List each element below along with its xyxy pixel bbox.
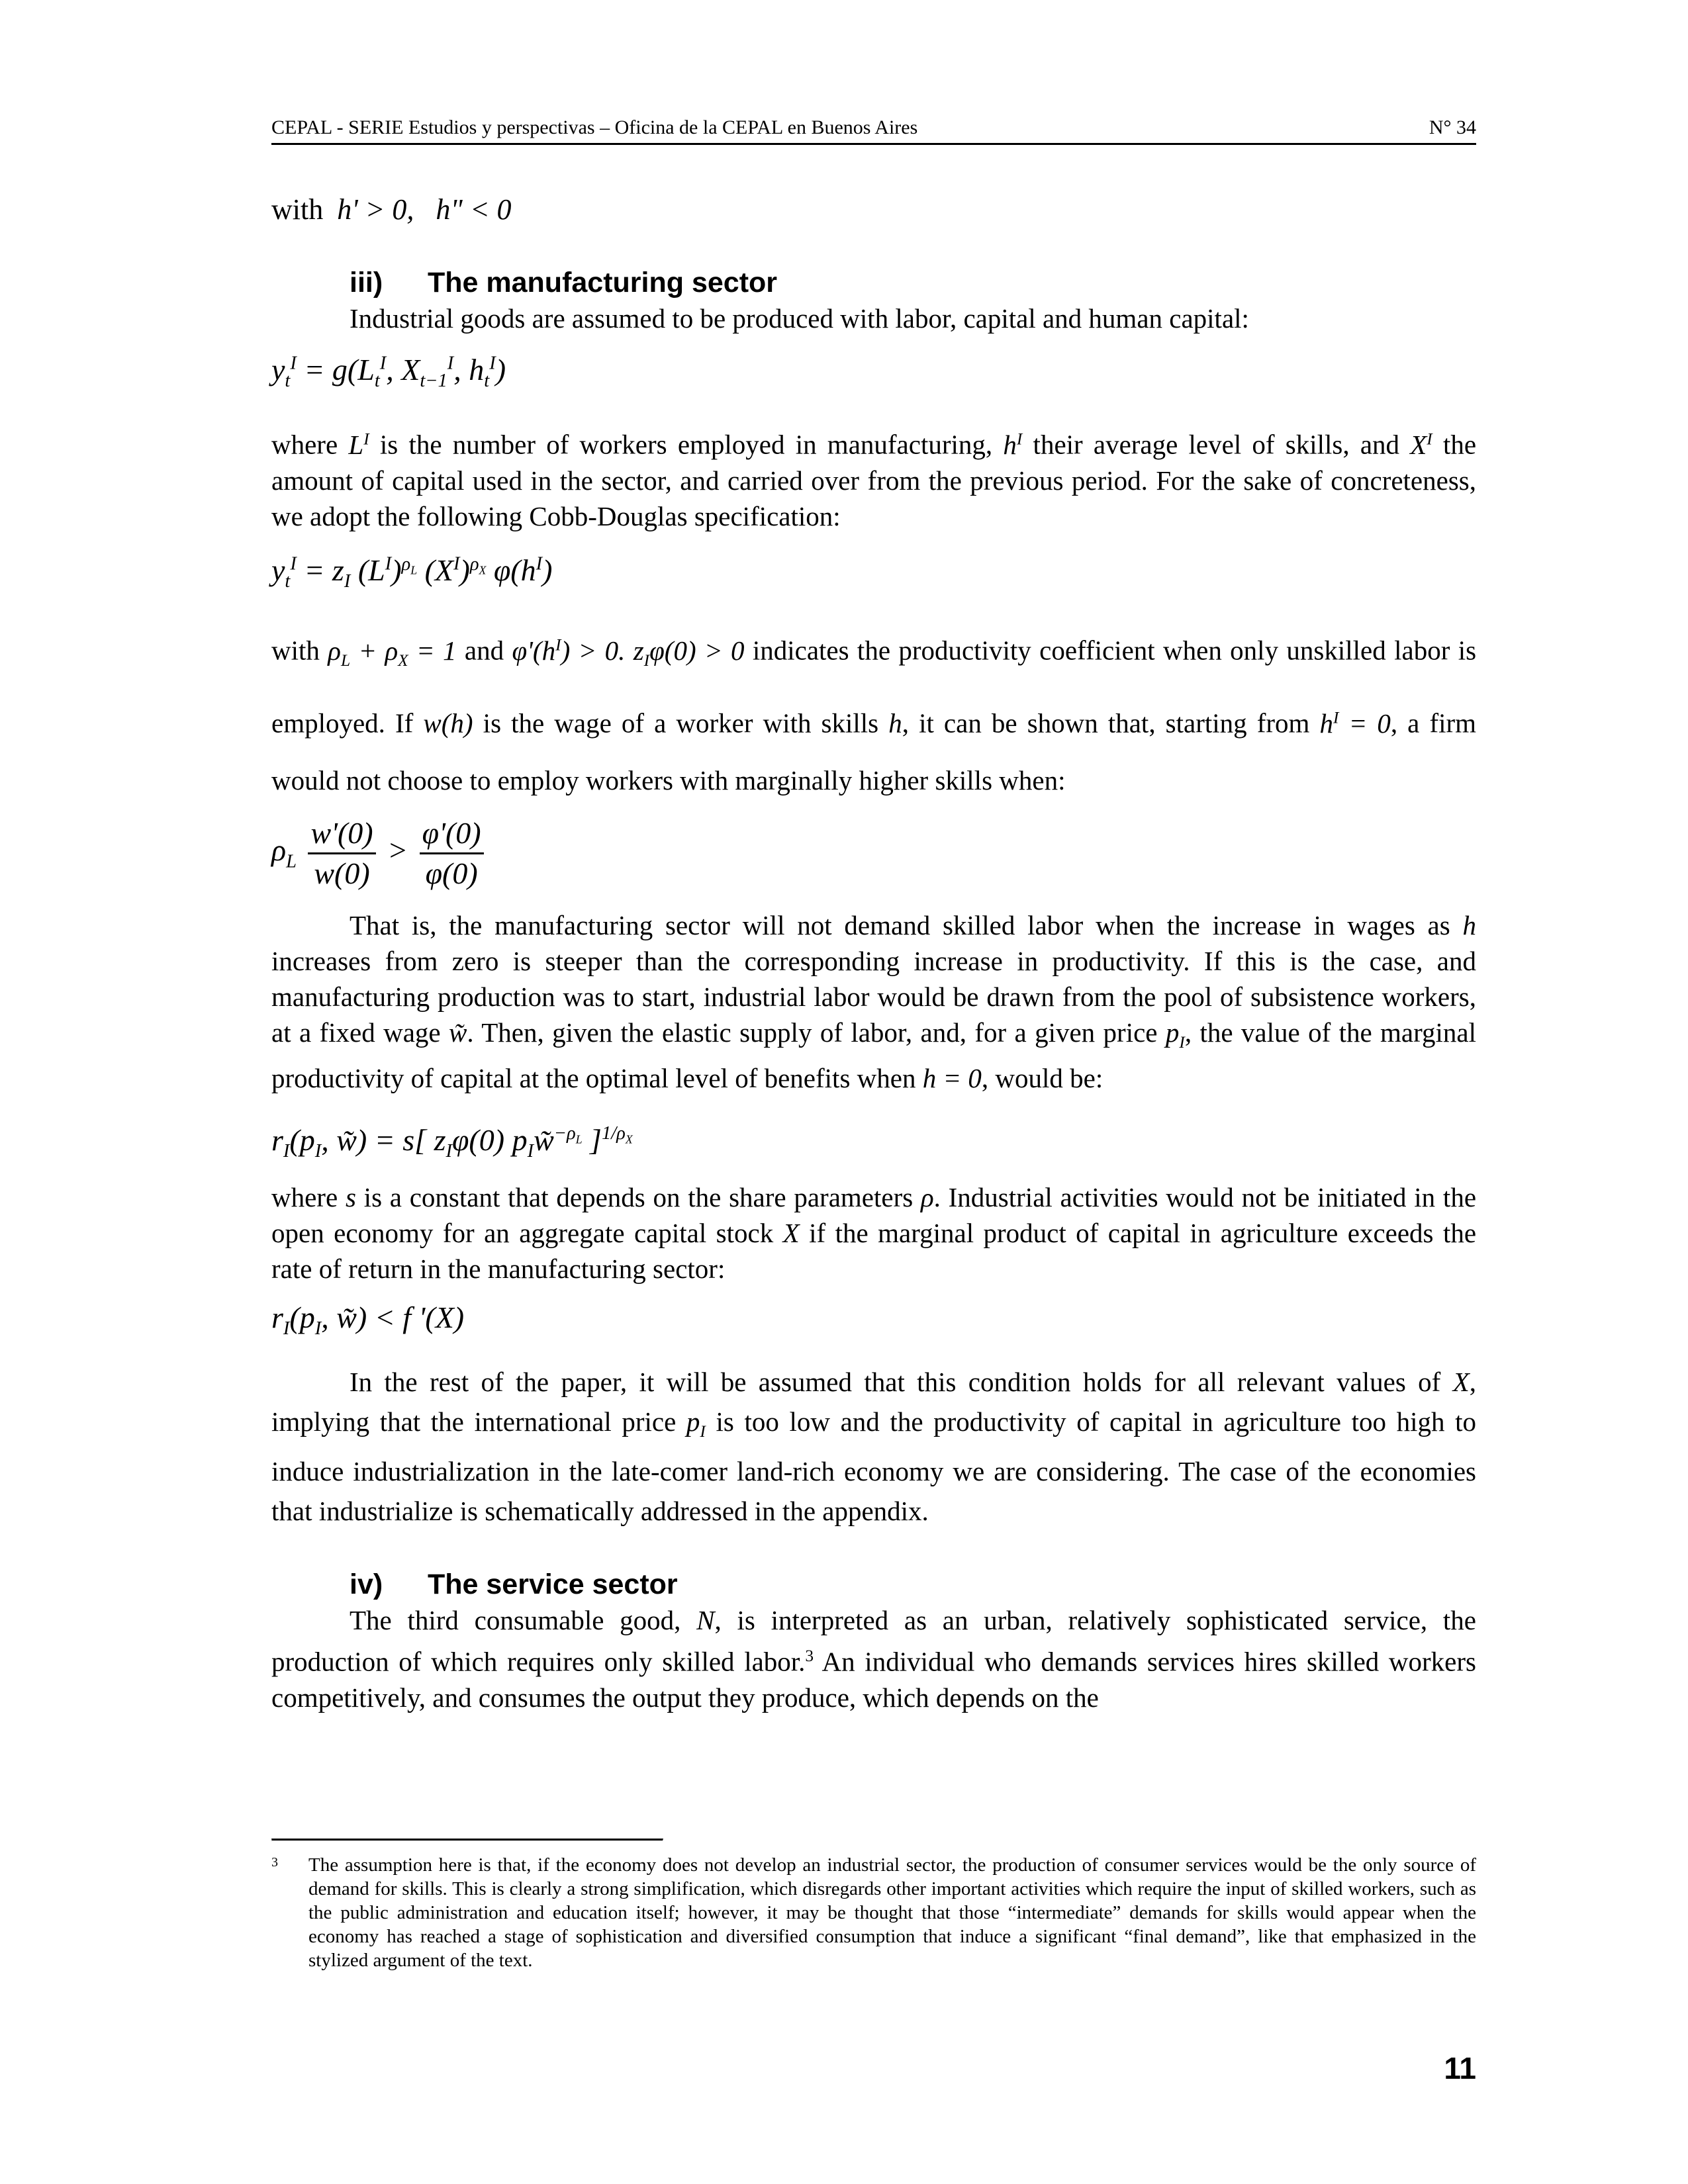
paragraph-share-parameters: where s is a constant that depends on the share parameters ρ. Industrial activities would not be initiated in the open economy for an aggregate capital stock X if the marginal product of capital in agriculture exceeds the rate of return in the manufacturing sector:: [271, 1181, 1477, 1284]
main-content: [271, 192, 1476, 1715]
equation-production-function: $y_t^I = g(L_t^I$, $X_{t-1}^I$, $h_t^I$): [271, 353, 506, 392]
derivative-conditions: [271, 192, 1476, 228]
section-intro: Industrial goods are assumed to be produced with labor, capital and human capital:: [350, 303, 1249, 334]
footnote-3: [271, 1853, 1476, 1972]
equation-skill-condition: $\rho_L$ $\frac{w'(0)}{w(0)}$ > $\frac{\varphi'(0)}{\varphi(0)}$: [271, 814, 1476, 893]
footnote-area: [271, 1839, 1476, 1972]
footnote-mark: 3: [271, 1855, 278, 1870]
section-number: iv): [350, 1569, 383, 1601]
header-series-title: CEPAL - SERIE Estudios y perspectivas – Oficina de la CEPAL en Buenos Aires: [271, 116, 918, 138]
header-issue-number: N° 34: [1429, 116, 1476, 138]
section-heading-service: [350, 1567, 1476, 1602]
h-derivative-conditions: h' > 0, h" < 0: [337, 193, 512, 226]
footnote-text: The assumption here is that, if the economy does not develop an industrial sector, the production of consumer services would be the only source of demand for skills. This is clearly a strong simplification, which disregards other important activities which require the input of skilled workers, such as the public administration and education itself; however, it may be thought that those “intermediate” demands for skills would appear when the economy has reached a stage of sophistication and diversified consumption that induce a significant “final demand”, like that emphasized in the stylized argument of the text.: [308, 1854, 1476, 1971]
page-number: 11: [1444, 2051, 1476, 2085]
section-heading-manufacturing: [350, 265, 1476, 300]
running-header: [271, 116, 1476, 145]
paragraph-service-sector: The third consumable good, N, is interpreted as an urban, relatively sophisticated service, the production of which requires only skilled labor.$^3$ An individual who demands services hires skilled workers competitively, and consumes the output they produce, which depends on the: [271, 1605, 1476, 1713]
with-word: with: [271, 193, 324, 226]
equation-cobb-douglas: $y_t^I = z_I$ $(L^I)^{\rho_L}$ $(X^I)^{\rho_X}$ $\varphi(h^I)$: [271, 553, 553, 592]
paragraph-wage-productivity: That is, the manufacturing sector will not demand skilled labor when the increase in wages as h increases from zero is steeper than the corresponding increase in productivity. If this is the case, and manufacturing production was to start, industrial labor would be drawn from the pool of subsistence workers, at a fixed wage w̃. Then, given the elastic supply of labor, and, for a given price $p_I$, the value of the marginal productivity of capital at the optimal level of benefits when h = 0, would be:: [271, 909, 1477, 1093]
footnote-separator: [271, 1839, 663, 1841]
paragraph-productivity: with $\rho_L + \rho_X = 1$ and $\varphi'(h^I) > 0$. $z_I\varphi(0) > 0$ indicates the productivity coefficient when only unskilled labor is employed. If w(h) is the wage of a worker with skills h, it can be shown that, starting from $h^I = 0$, a firm would not choose to employ workers with marginally higher skills when:: [271, 635, 1477, 796]
paragraph-variables: where $L^I$ is the number of workers employed in manufacturing, $h^I$ their average level of skills, and $X^I$ the amount of capital used in the sector, and carried over from the previous period. For the sake of concreteness, we adopt the following Cobb-Douglas specification:: [271, 429, 1477, 531]
footnote-reference[interactable]: 3: [805, 1647, 814, 1666]
paragraph-assumption: In the rest of the paper, it will be assumed that this condition holds for all relevant values of X, implying that the international price $p_I$ is too low and the productivity of capital in agriculture too high to induce industrialization in the late-comer land-rich economy we are considering. The case of the economies that industrialize is schematically addressed in the appendix.: [271, 1367, 1476, 1527]
section-title: The manufacturing sector: [428, 267, 778, 298]
section-number: iii): [350, 267, 383, 298]
equation-industrialization-condition: $r_I(p_I$, w̃) < f '(X): [271, 1300, 465, 1340]
equation-return-on-capital: $r_I(p_I$, w̃) = s[ $z_I\varphi(0)$ $p_Iw̃^{-\rho_L}$ ]$^{1/\rho_X}$: [271, 1122, 633, 1161]
section-title: The service sector: [428, 1569, 678, 1601]
